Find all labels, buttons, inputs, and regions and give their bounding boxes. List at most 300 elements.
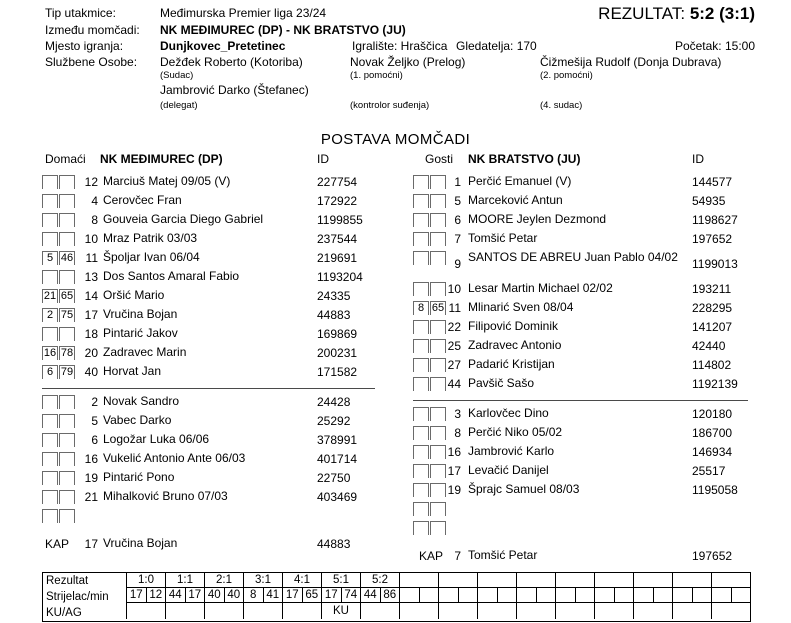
shirt-number: 7 (454, 549, 461, 563)
minute-cell: 41 (263, 588, 283, 603)
sub-out-box (42, 414, 58, 428)
player-id: 219691 (317, 251, 358, 265)
guest-team-name: NK BRATSTVO (JU) (468, 152, 581, 166)
teams-value: NK MEĐIMUREC (DP) - NK BRATSTVO (JU) (160, 23, 406, 37)
sub-out-box: 2 (42, 308, 58, 322)
player-id: 197652 (692, 549, 733, 563)
sub-minute-box (59, 452, 75, 466)
sub-minute-box (59, 213, 75, 227)
result-label: REZULTAT: (598, 4, 686, 23)
assistant2-role: (2. pomoćni) (540, 70, 593, 81)
player-name: Vručina Bojan (103, 536, 178, 550)
result-cell: 5:2 (360, 573, 399, 588)
assistant1-name: Novak Željko (Prelog) (350, 55, 466, 69)
player-id: 25292 (317, 414, 351, 428)
sub-minute-box: 65 (431, 302, 445, 314)
spectators-value: Gledatelja: 170 (456, 39, 537, 53)
player-name: Mraz Patrik 03/03 (103, 231, 198, 245)
shirt-number: 17 (84, 308, 98, 322)
assistant1-role: (1. pomoćni) (350, 70, 403, 81)
player-name: Perčić Emanuel (V) (468, 174, 572, 188)
player-id: 1195058 (692, 483, 738, 497)
score-progress-table (42, 572, 751, 622)
player-row (42, 450, 395, 469)
result-cell (711, 573, 750, 588)
player-id: 1199013 (692, 257, 738, 271)
player-row (413, 462, 750, 481)
player-id: 403469 (317, 490, 358, 504)
controller-role: (kontrolor suđenja) (350, 100, 430, 111)
field-value: Igralište: Hraščica (352, 39, 448, 53)
sub-out-box (413, 194, 429, 208)
shirt-number: 10 (84, 232, 98, 246)
minute-cell (653, 588, 673, 603)
officials-label: Službene Osobe: (45, 55, 138, 69)
sub-out-box: 8 (413, 301, 429, 315)
sub-out-box: 6 (42, 365, 58, 379)
lineup-title: POSTAVA MOMČADI (320, 131, 471, 148)
player-row (413, 424, 750, 443)
shirt-number: 11 (85, 251, 98, 265)
player-name: Pintarić Pono (103, 470, 175, 484)
player-name: Padarić Kristijan (468, 357, 555, 371)
minute-cell (536, 588, 556, 603)
sub-minute-box: 65 (60, 290, 74, 302)
ku-ag-cell (672, 603, 711, 619)
result-cell (438, 573, 477, 588)
ku-ag-cell (399, 603, 438, 619)
player-id: 228295 (692, 301, 733, 315)
sub-out-box (413, 339, 429, 353)
result-cell (477, 573, 516, 588)
player-row (413, 405, 750, 424)
sub-out-box: 16 (43, 347, 57, 359)
ku-ag-cell (126, 603, 165, 619)
sub-out-box (42, 232, 58, 246)
sub-minute-box (59, 471, 75, 485)
sub-out-box (413, 502, 429, 516)
player-row (413, 500, 750, 519)
sub-out-box (42, 270, 58, 284)
player-row (42, 431, 395, 450)
shirt-number: 27 (447, 358, 461, 372)
result-cell: 3:1 (243, 573, 282, 588)
result-cell (672, 573, 711, 588)
result-cell: 5:1 (321, 573, 360, 588)
player-name: Gouveia Garcia Diego Gabriel (103, 212, 264, 226)
minute-cell (458, 588, 478, 603)
minute-cell (575, 588, 595, 603)
sub-minute-box: 79 (60, 366, 74, 378)
result-cell (633, 573, 672, 588)
player-name: Lesar Martin Michael 02/02 (468, 281, 613, 295)
player-id: 237544 (317, 232, 358, 246)
shirt-number: 16 (84, 452, 98, 466)
player-name: Zadravec Marin (103, 345, 187, 359)
player-id: 42440 (692, 339, 726, 353)
sub-out-box (413, 358, 429, 372)
player-id: 193211 (692, 282, 732, 296)
sub-out-box (413, 464, 429, 478)
ku-ag-cell (633, 603, 672, 619)
player-name: Levačić Danijel (468, 463, 549, 477)
player-name: Zadravec Antonio (468, 338, 562, 352)
home-team-header (42, 152, 395, 173)
captain-row (42, 535, 395, 555)
shirt-number: 8 (91, 213, 98, 227)
score-table-row-labels (43, 573, 126, 621)
player-row (413, 481, 750, 500)
player-name: Špoljar Ivan 06/04 (103, 250, 200, 264)
player-id: 171582 (317, 365, 358, 379)
shirt-number: 6 (91, 433, 98, 447)
shirt-number: 4 (91, 194, 98, 208)
result-line (598, 4, 755, 24)
shirt-number: 10 (447, 282, 461, 296)
sub-minute-box (59, 232, 75, 246)
player-id: 22750 (317, 471, 351, 485)
shirt-number: 14 (84, 289, 98, 303)
player-id: 169869 (317, 327, 358, 341)
sub-minute-box: 75 (60, 309, 74, 321)
shirt-number: 5 (454, 194, 461, 208)
sub-minute-box (59, 414, 75, 428)
sub-minute-box (59, 395, 75, 409)
sub-out-box (42, 452, 58, 466)
referee-role: (Sudac) (160, 70, 194, 81)
player-row (42, 268, 395, 287)
player-id: 144577 (692, 175, 733, 189)
sub-minute-box: 46 (60, 252, 74, 264)
venue-details (160, 39, 755, 55)
player-row (413, 519, 750, 538)
player-name: Mihalković Bruno 07/03 (103, 489, 228, 503)
player-row (413, 356, 750, 375)
player-row (413, 173, 750, 192)
minute-cell (731, 588, 751, 603)
player-name: MOORE Jeylen Dezmond (468, 212, 607, 226)
minute-cell (497, 588, 517, 603)
captain-label: KAP (45, 537, 70, 551)
player-id: 24428 (317, 395, 351, 409)
player-row (413, 443, 750, 462)
shirt-number: 18 (84, 327, 98, 341)
home-side-label: Domaći (45, 152, 86, 166)
player-row (42, 287, 395, 306)
guest-team-header (413, 152, 750, 173)
referee-name: Dežđek Roberto (Kotoriba) (160, 55, 303, 69)
player-row (42, 306, 395, 325)
shirt-number: 22 (447, 320, 461, 334)
player-id: 227754 (317, 175, 358, 189)
kickoff-value: Početak: 15:00 (674, 39, 755, 53)
sub-minute-box (59, 175, 75, 189)
scorer-cell (516, 588, 536, 603)
score-table-grid (126, 573, 750, 621)
empty-official-name (350, 83, 540, 100)
shirt-number: 6 (454, 213, 461, 227)
sub-out-box (42, 509, 58, 523)
shirt-number: 17 (447, 464, 461, 478)
minute-cell (419, 588, 439, 603)
sub-out-box (413, 251, 429, 265)
player-row (413, 299, 750, 318)
result-cell (399, 573, 438, 588)
minute-cell (614, 588, 634, 603)
player-id: 44883 (317, 537, 351, 551)
result-row (126, 573, 750, 588)
shirt-number: 13 (84, 270, 98, 284)
result-cell: 2:1 (204, 573, 243, 588)
ku-ag-cell (438, 603, 477, 619)
player-id: 114802 (692, 358, 732, 372)
ku-ag-cell (243, 603, 282, 619)
home-team-name: NK MEĐIMUREC (DP) (100, 152, 223, 166)
player-id: 146934 (692, 445, 733, 459)
sub-minute-box: 78 (60, 347, 74, 359)
player-name: Šprajc Samuel 08/03 (468, 482, 580, 496)
venue-line (45, 39, 755, 55)
ku-ag-cell (516, 603, 555, 619)
ku-ag-cell (594, 603, 633, 619)
delegate-name: Jambrović Darko (Štefanec) (160, 83, 309, 97)
sub-out-box (413, 320, 429, 334)
sub-minute-box (430, 502, 446, 516)
match-type-value: Međimurska Premier liga 23/24 (160, 6, 327, 20)
home-id-column-label: ID (317, 152, 329, 166)
sub-minute-box (59, 509, 75, 523)
ku-ag-cell (711, 603, 750, 619)
scorer-cell: 44 (360, 588, 380, 603)
ku-ag-row-label: KU/AG (46, 607, 82, 619)
shirt-number: 44 (447, 377, 461, 391)
minute-cell: 12 (146, 588, 166, 603)
player-row (42, 192, 395, 211)
sub-minute-box (59, 270, 75, 284)
player-row (42, 211, 395, 230)
sub-out-box (413, 426, 429, 440)
ku-ag-cell (477, 603, 516, 619)
player-id: 200231 (317, 346, 358, 360)
player-row (413, 230, 750, 249)
venue-label: Mjesto igranja: (45, 39, 124, 53)
player-id: 24335 (317, 289, 351, 303)
ku-ag-cell (204, 603, 243, 619)
scorer-cell (633, 588, 653, 603)
empty-official-name (540, 83, 755, 100)
result-cell (555, 573, 594, 588)
player-name: Tomšić Petar (468, 231, 538, 245)
player-row (42, 363, 395, 382)
ku-ag-cell: KU (321, 603, 360, 619)
player-id: 1193204 (317, 270, 363, 284)
minute-cell: 86 (380, 588, 400, 603)
shirt-number: 8 (454, 426, 461, 440)
shirt-number: 20 (84, 346, 98, 360)
player-id: 378991 (317, 433, 358, 447)
scorer-cell: 17 (321, 588, 341, 603)
player-name: Vukelić Antonio Ante 06/03 (103, 451, 246, 465)
shirt-number: 2 (91, 395, 98, 409)
starters-subs-divider (42, 388, 375, 389)
player-row (413, 280, 750, 299)
player-name: Pintarić Jakov (103, 326, 178, 340)
shirt-number: 5 (91, 414, 98, 428)
scorer-cell: 17 (126, 588, 146, 603)
sub-out-box (413, 521, 429, 535)
scorer-cell: 17 (282, 588, 302, 603)
sub-out-box (413, 483, 429, 497)
scorer-min-row-label: Strijelac/min (46, 591, 109, 603)
sub-out-box (413, 282, 429, 296)
player-name: Oršić Mario (103, 288, 165, 302)
player-row (42, 507, 395, 526)
player-name: Logožar Luka 06/06 (103, 432, 210, 446)
ku-ag-cell (555, 603, 594, 619)
home-team-panel (42, 152, 395, 555)
ku-ag-cell (165, 603, 204, 619)
sub-out-box (42, 490, 58, 504)
player-name: Cerovčec Fran (103, 193, 182, 207)
player-name: Dos Santos Amaral Fabio (103, 269, 240, 283)
player-id: 186700 (692, 426, 733, 440)
teams-label: Između momčadi: (45, 23, 140, 37)
match-type-label: Tip utakmice: (45, 6, 116, 20)
player-row (42, 488, 395, 507)
scorer-cell (477, 588, 497, 603)
player-name: Jambrović Karlo (468, 444, 555, 458)
scorer-cell: 40 (204, 588, 224, 603)
ku-ag-cell (360, 603, 399, 619)
player-row (42, 393, 395, 412)
player-id: 401714 (317, 452, 358, 466)
guest-team-panel (413, 152, 750, 567)
sub-out-box (42, 175, 58, 189)
scorer-cell (711, 588, 731, 603)
result-value: 5:2 (3:1) (689, 4, 755, 23)
sub-out-box (42, 433, 58, 447)
sub-out-box (413, 213, 429, 227)
player-id: 1199855 (317, 213, 363, 227)
result-cell (516, 573, 555, 588)
guest-id-column-label: ID (692, 152, 704, 166)
scorer-min-row (126, 588, 750, 603)
guest-side-label: Gosti (425, 152, 454, 166)
match-type-line (45, 6, 755, 22)
minute-cell (692, 588, 712, 603)
captain-label: KAP (419, 549, 444, 563)
player-row (42, 173, 395, 192)
player-id: 197652 (692, 232, 733, 246)
assistant2-name: Čižmešija Rudolf (Donja Dubrava) (540, 55, 722, 69)
player-name: Horvat Jan (103, 364, 162, 378)
ku-ag-cell (282, 603, 321, 619)
minute-cell: 74 (341, 588, 361, 603)
sub-out-box (42, 327, 58, 341)
shirt-number: 11 (448, 301, 461, 315)
player-id: 120180 (692, 407, 733, 421)
player-id: 44883 (317, 308, 351, 322)
scorer-cell (399, 588, 419, 603)
sub-minute-box (59, 194, 75, 208)
player-row (42, 469, 395, 488)
player-row (42, 344, 395, 363)
player-row (42, 230, 395, 249)
officials-grid (160, 55, 755, 114)
ku-ag-row (126, 603, 750, 619)
player-id: 141207 (692, 320, 733, 334)
player-row (42, 412, 395, 431)
venue-value: Dunjkovec_Pretetinec (160, 39, 286, 53)
sub-out-box: 5 (42, 251, 58, 265)
minute-cell: 17 (185, 588, 205, 603)
minute-cell: 65 (302, 588, 322, 603)
shirt-number: 40 (84, 365, 98, 379)
sub-out-box: 21 (43, 290, 57, 302)
sub-out-box (413, 175, 429, 189)
shirt-number: 19 (84, 471, 98, 485)
captain-row (413, 547, 750, 567)
fourth-official-role: (4. sudac) (540, 100, 583, 111)
player-name: Karlovčec Dino (468, 406, 549, 420)
player-id: 54935 (692, 194, 726, 208)
sub-out-box (42, 194, 58, 208)
shirt-number: 9 (454, 257, 461, 271)
player-name: SANTOS DE ABREU Juan Pablo 04/02 (468, 250, 678, 264)
teams-line (45, 23, 755, 39)
sub-out-box (42, 471, 58, 485)
result-cell (594, 573, 633, 588)
player-name: Pavšič Sašo (468, 376, 535, 390)
scorer-cell (672, 588, 692, 603)
guest-roster (413, 173, 750, 567)
scorer-cell: 44 (165, 588, 185, 603)
player-row (413, 318, 750, 337)
player-name: Filipović Dominik (468, 319, 559, 333)
scorer-cell: 8 (243, 588, 263, 603)
result-row-label: Rezultat (46, 575, 89, 587)
sub-out-box (413, 445, 429, 459)
player-id: 172922 (317, 194, 358, 208)
player-row (413, 249, 750, 280)
result-cell: 1:1 (165, 573, 204, 588)
scorer-cell (594, 588, 614, 603)
starters-subs-divider (413, 400, 748, 401)
result-cell: 4:1 (282, 573, 321, 588)
player-name: Novak Sandro (103, 394, 180, 408)
delegate-role: (delegat) (160, 100, 198, 111)
player-row (413, 192, 750, 211)
sub-out-box (42, 213, 58, 227)
shirt-number: 3 (454, 407, 461, 421)
player-row (413, 211, 750, 230)
shirt-number: 19 (447, 483, 461, 497)
sub-out-box (413, 232, 429, 246)
home-roster (42, 173, 395, 555)
player-name: Marciuš Matej 09/05 (V) (103, 174, 231, 188)
player-id: 25517 (692, 464, 726, 478)
player-name: Perčić Niko 05/02 (468, 425, 563, 439)
shirt-number: 12 (84, 175, 98, 189)
player-row (413, 337, 750, 356)
player-id: 1198627 (692, 213, 738, 227)
scorer-cell (555, 588, 575, 603)
shirt-number: 21 (84, 490, 98, 504)
scorer-cell (438, 588, 458, 603)
shirt-number: 16 (447, 445, 461, 459)
sub-minute-box (430, 521, 446, 535)
shirt-number: 17 (84, 537, 98, 551)
